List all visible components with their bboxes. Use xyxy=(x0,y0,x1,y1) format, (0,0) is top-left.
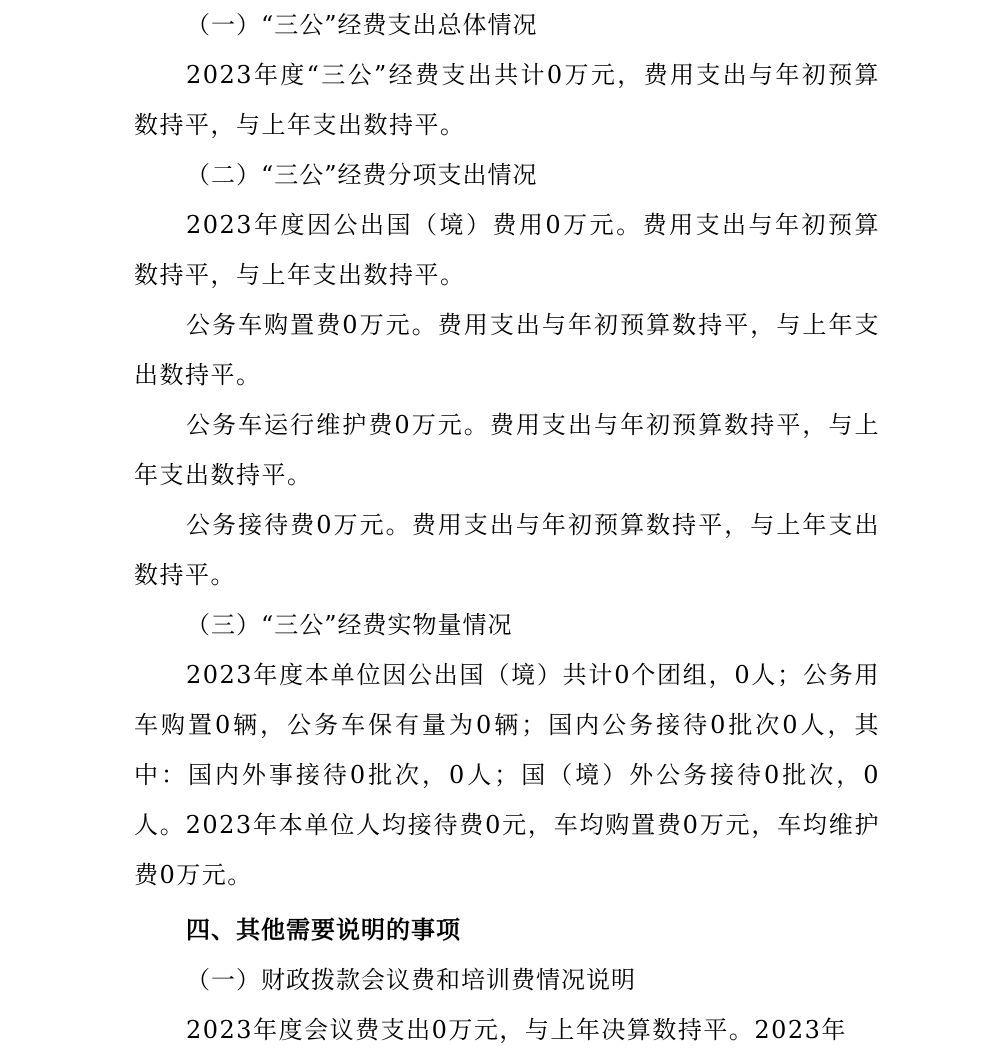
section-heading-other-matters: 四、其他需要说明的事项 xyxy=(186,915,461,944)
section-heading-meeting-training: （一）财政拨款会议费和培训费情况说明 xyxy=(186,966,636,994)
paragraph-vehicle-maintenance: 公务车运行维护费0万元。费用支出与年初预算数持平，与上年支出数持平。 xyxy=(134,411,880,489)
section-heading-physical-quantity: （三）“三公”经费实物量情况 xyxy=(186,611,513,639)
paragraph-reception: 公务接待费0万元。费用支出与年初预算数持平，与上年支出数持平。 xyxy=(134,511,880,589)
section-heading-itemized: （二）“三公”经费分项支出情况 xyxy=(186,161,538,189)
paragraph-overseas-travel: 2023年度因公出国（境）费用0万元。费用支出与年初预算数持平，与上年支出数持平。 xyxy=(134,211,880,289)
section-heading-overall: （一）“三公”经费支出总体情况 xyxy=(186,11,538,39)
paragraph-meeting-expense: 2023年度会议费支出0万元，与上年决算数持平。2023年 xyxy=(186,1016,847,1044)
paragraph-vehicle-purchase: 公务车购置费0万元。费用支出与年初预算数持平，与上年支出数持平。 xyxy=(134,311,880,389)
paragraph-overall-spending: 2023年度“三公”经费支出共计0万元，费用支出与年初预算数持平，与上年支出数持平。 xyxy=(134,61,880,139)
paragraph-physical-quantity: 2023年度本单位因公出国（境）共计0个团组，0人；公务用车购置0辆，公务车保有量为0辆；国内公务接待0批次0人，其中：国内外事接待0批次，0人；国（境）外公务接待0批次，0人。2023年本单位人均接待费0元，车均购置费0万元，车均维护费0万元。 xyxy=(134,661,880,889)
